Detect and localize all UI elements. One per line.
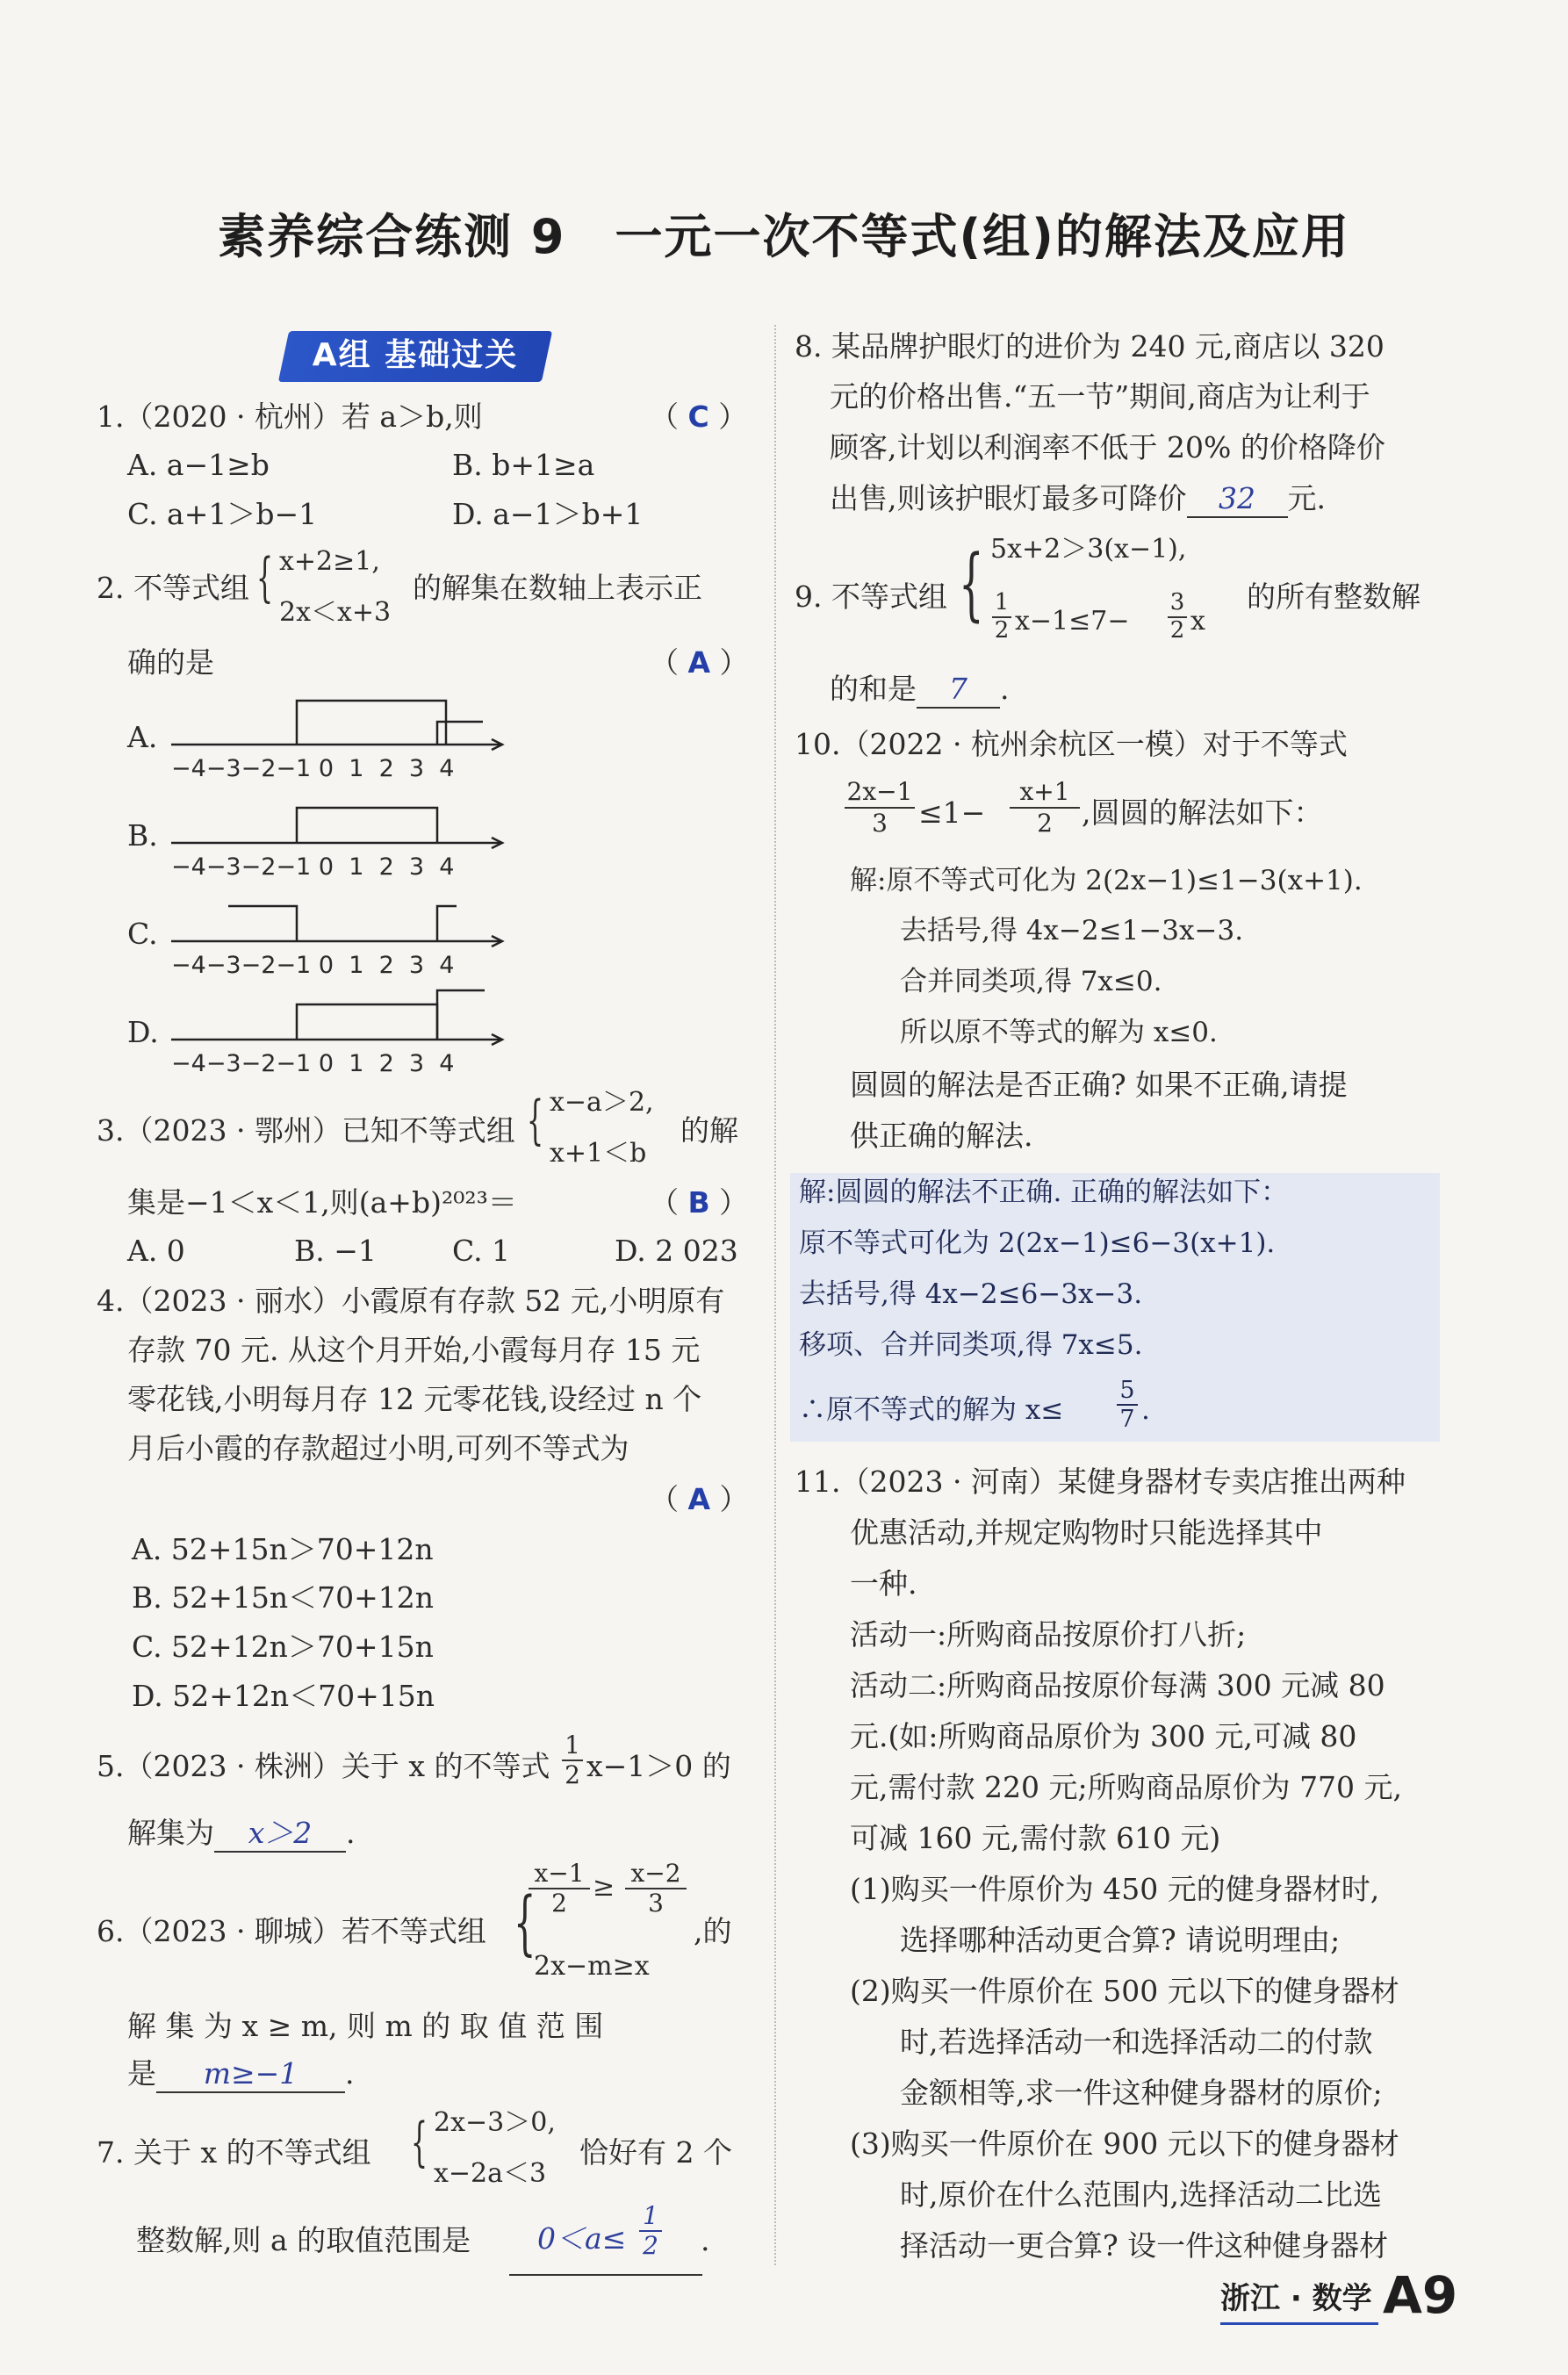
- q8-line-4: 出售,则该护眼灯最多可降价 32 元.: [830, 481, 1326, 518]
- q4-option-c: C. 52+12n＞70+15n: [132, 1630, 434, 1664]
- q11-line-5: 活动二:所购商品按原价每满 300 元减 80: [850, 1668, 1385, 1702]
- q9-brace: {: [959, 538, 984, 630]
- section-label: A组 基础过关: [312, 337, 519, 373]
- q7-brace: {: [411, 2112, 428, 2173]
- number-line-a: [171, 701, 502, 750]
- q10-line-1: 10.（2022 · 杭州余杭区一模）对于不等式: [795, 727, 1348, 761]
- q6-line3: 是 m≥−1 .: [127, 2056, 355, 2093]
- tick-row-b: −4−3−2−1 0 1 2 3 4: [171, 853, 455, 881]
- q6-sys-2: 2x−m≥x: [534, 1951, 650, 1982]
- q10-sol-2: 去括号,得 4x−2≤1−3x−3.: [900, 915, 1244, 946]
- q5-post: x−1＞0 的: [586, 1749, 731, 1783]
- q5-pre: 5.（2023 · 株洲）关于 x 的不等式: [97, 1749, 550, 1783]
- q6-fraction-1: x−1 2: [529, 1860, 590, 1918]
- q10-ans-2: 原不等式可化为 2(2x−1)≤6−3(x+1).: [799, 1227, 1276, 1259]
- column-divider: [774, 325, 776, 2265]
- q11-line-12: 时,若选择活动一和选择活动二的付款: [900, 2025, 1373, 2059]
- q11-line-10: 选择哪种活动更合算? 请说明理由;: [900, 1923, 1341, 1957]
- tick-row-a: −4−3−2−1 0 1 2 3 4: [171, 755, 455, 782]
- q2-sys-1: x+2≥1,: [279, 546, 380, 577]
- q6-fraction-2: x−2 3: [625, 1860, 687, 1918]
- q11-line-7: 元,需付款 220 元;所购商品原价为 770 元,: [850, 1770, 1403, 1804]
- q6-brace: {: [514, 1882, 536, 1963]
- number-line-d: [171, 990, 502, 1045]
- q3-sys-1: x−a＞2,: [550, 1087, 654, 1118]
- q3-answer: B: [687, 1185, 710, 1220]
- q7-pre: 7. 关于 x 的不等式组: [97, 2135, 371, 2170]
- q11-line-3: 一种.: [850, 1566, 917, 1601]
- q10-ans-end: .: [1141, 1394, 1150, 1426]
- q4-answer-bracket: （ A ）: [650, 1482, 749, 1516]
- q11-line-8: 可减 160 元,需付款 610 元): [850, 1821, 1221, 1855]
- q8-line-1: 8. 某品牌护眼灯的进价为 240 元,商店以 320: [795, 329, 1385, 363]
- number-line-figures: [167, 694, 518, 1080]
- q4-answer: A: [687, 1482, 711, 1516]
- q1-option-b: B. b+1≥a: [452, 448, 595, 482]
- q11-line-6: 元.(如:所购商品原价为 300 元,可减 80: [850, 1719, 1357, 1753]
- q10-fraction-2: x+1 2: [1010, 777, 1080, 838]
- q3-option-c: C. 1: [452, 1234, 511, 1268]
- q9-line2: 的和是 7 .: [830, 672, 1010, 709]
- q4-line-3: 零花钱,小明每月存 12 元零花钱,设经过 n 个: [127, 1382, 702, 1416]
- q9-sys-1: 5x+2＞3(x−1),: [990, 534, 1187, 565]
- q4-option-a: A. 52+15n＞70+12n: [132, 1532, 434, 1566]
- q10-ans-4: 移项、合并同类项,得 7x≤5.: [799, 1329, 1143, 1361]
- q7-answer-fraction: 1 2: [639, 2202, 662, 2260]
- q3-option-b: B. −1: [294, 1234, 377, 1268]
- q2-brace: {: [256, 547, 274, 608]
- q5-answer: x＞2: [248, 1816, 313, 1850]
- q11-line-4: 活动一:所购商品按原价打八折;: [850, 1617, 1247, 1652]
- q10-fraction-1: 2x−1 3: [845, 777, 915, 838]
- q7-sys-1: 2x−3＞0,: [434, 2107, 556, 2138]
- q3-brace: {: [527, 1090, 544, 1151]
- q6-post: ,的: [694, 1914, 732, 1948]
- q10-ans-1: 解:圆圆的解法不正确. 正确的解法如下：: [799, 1177, 1289, 1208]
- nl-c-label: C.: [127, 917, 158, 951]
- footer-underline: [1220, 2322, 1378, 2325]
- q1-option-d: D. a−1＞b+1: [452, 497, 644, 531]
- q11-line-2: 优惠活动,并规定购物时只能选择其中: [850, 1515, 1323, 1550]
- q4-line-1: 4.（2023 · 丽水）小霞原有存款 52 元,小明原有: [97, 1284, 725, 1318]
- q10-sol-1: 解:原不等式可化为 2(2x−1)≤1−3(x+1).: [850, 865, 1363, 896]
- q10-mid: ≤1−: [918, 795, 986, 830]
- q6-pre: 6.（2023 · 聊城）若不等式组: [97, 1914, 486, 1948]
- q8-answer: 32: [1219, 481, 1255, 515]
- q1-answer: C: [687, 399, 709, 434]
- q2-line2: 确的是: [127, 645, 214, 680]
- q7-sys-2: x−2a＜3: [434, 2158, 547, 2189]
- q2-post: 的解集在数轴上表示正: [413, 571, 702, 605]
- footer-subject: 浙江 · 数学: [1220, 2281, 1372, 2316]
- number-line-c: [171, 906, 502, 946]
- q7-line2: 整数解,则 a 的取值范围是: [136, 2223, 471, 2257]
- q8-line-3: 顾客,计划以利润率不低于 20% 的价格降价: [830, 430, 1385, 464]
- q4-line-4: 月后小霞的存款超过小明,可列不等式为: [127, 1431, 629, 1465]
- q7-post: 恰好有 2 个: [579, 2135, 732, 2170]
- q10-ask-1: 圆圆的解法是否正确? 如果不正确,请提: [850, 1068, 1348, 1102]
- q2-answer-bracket: （ A ）: [650, 645, 749, 680]
- q3-answer-bracket: （ B ）: [650, 1185, 749, 1220]
- q4-option-b: B. 52+15n＜70+12n: [132, 1580, 435, 1615]
- q11-line-1: 11.（2023 · 河南）某健身器材专卖店推出两种: [795, 1465, 1406, 1499]
- q5-line2: 解集为 x＞2 .: [127, 1816, 356, 1853]
- q10-ans-5: ∴原不等式的解为 x≤: [799, 1394, 1064, 1426]
- q9-pre: 9. 不等式组: [795, 579, 947, 614]
- tick-row-d: −4−3−2−1 0 1 2 3 4: [171, 1050, 455, 1077]
- q10-ask-2: 供正确的解法.: [850, 1119, 1033, 1153]
- q2-pre: 2. 不等式组: [97, 571, 249, 605]
- q11-line-13: 金额相等,求一件这种健身器材的原价;: [900, 2076, 1383, 2110]
- q8-line-2: 元的价格出售.“五一节”期间,商店为让利于: [830, 379, 1370, 414]
- q6-ge: ≥: [593, 1872, 615, 1903]
- q3-sys-2: x+1＜b: [550, 1138, 647, 1169]
- q3-option-a: A. 0: [127, 1234, 185, 1268]
- q1-answer-bracket: （ C ）: [650, 399, 748, 434]
- q3-pre: 3.（2023 · 鄂州）已知不等式组: [97, 1113, 515, 1148]
- q11-line-9: (1)购买一件原价为 450 元的健身器材时,: [850, 1872, 1380, 1906]
- q9-fraction-1: 1 2: [992, 590, 1011, 644]
- q3-line2: 集是−1＜x＜1,则(a+b)²⁰²³＝: [127, 1185, 517, 1220]
- q5-fraction: 1 2: [562, 1731, 583, 1789]
- q2-sys-2: 2x＜x+3: [279, 597, 392, 628]
- q7-end: .: [701, 2223, 710, 2257]
- q9-sys-2b: x: [1190, 606, 1205, 637]
- q9-answer: 7: [949, 672, 967, 706]
- q10-ans-3: 去括号,得 4x−2≤6−3x−3.: [799, 1278, 1143, 1310]
- q3-post: 的解: [680, 1113, 738, 1148]
- page-title: 素养综合练测 9 一元一次不等式(组)的解法及应用: [218, 209, 1350, 264]
- q9-fraction-2: 3 2: [1168, 590, 1187, 644]
- q4-option-d: D. 52+12n＜70+15n: [132, 1679, 435, 1713]
- q1-stem: 1.（2020 · 杭州）若 a＞b,则: [97, 399, 483, 434]
- q2-answer: A: [687, 645, 711, 680]
- nl-b-label: B.: [127, 818, 158, 853]
- page-number: A9: [1383, 2265, 1458, 2325]
- q9-sys-2a: x−1≤7−: [1015, 606, 1130, 637]
- q10-sol-4: 所以原不等式的解为 x≤0.: [900, 1017, 1218, 1048]
- q6-line2: 解 集 为 x ≥ m, 则 m 的 取 值 范 围: [127, 2009, 604, 2043]
- nl-a-label: A.: [127, 720, 158, 754]
- tick-row-c: −4−3−2−1 0 1 2 3 4: [171, 952, 455, 979]
- q6-answer: m≥−1: [203, 2056, 298, 2091]
- number-line-b: [171, 808, 502, 848]
- q10-sol-3: 合并同类项,得 7x≤0.: [900, 966, 1162, 997]
- q11-line-15: 时,原价在什么范围内,选择活动二比选: [900, 2177, 1382, 2212]
- q10-post: ,圆圆的解法如下：: [1082, 795, 1323, 830]
- q11-line-14: (3)购买一件原价在 900 元以下的健身器材: [850, 2127, 1399, 2161]
- q4-line-2: 存款 70 元. 从这个月开始,小霞每月存 15 元: [127, 1333, 701, 1367]
- q10-ans-fraction: 5 7: [1117, 1377, 1138, 1433]
- nl-d-label: D.: [127, 1015, 159, 1049]
- q11-line-11: (2)购买一件原价在 500 元以下的健身器材: [850, 1974, 1399, 2008]
- q7-answer: 0＜a≤: [537, 2221, 627, 2256]
- q3-option-d: D. 2 023: [615, 1234, 738, 1268]
- q1-option-a: A. a−1≥b: [127, 448, 270, 482]
- q1-option-c: C. a+1＞b−1: [127, 497, 318, 531]
- q9-post: 的所有整数解: [1247, 579, 1421, 614]
- q11-line-16: 择活动一更合算? 设一件这种健身器材: [900, 2228, 1389, 2263]
